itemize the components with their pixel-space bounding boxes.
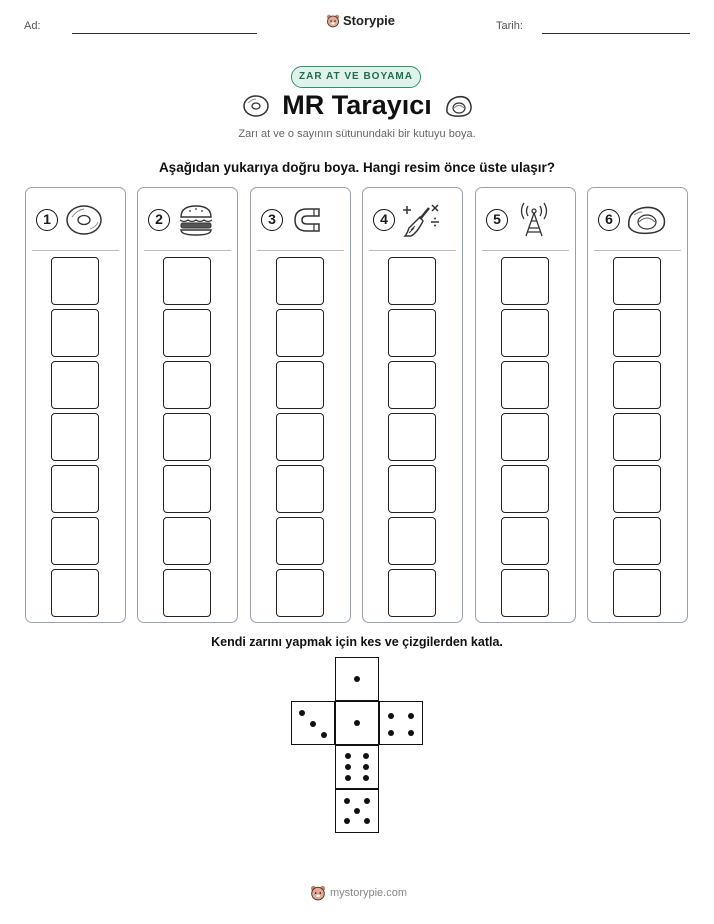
pip — [310, 721, 316, 727]
color-box[interactable] — [501, 413, 549, 461]
logo-text: Storypie — [343, 13, 396, 28]
color-box[interactable] — [163, 413, 211, 461]
column-number: 3 — [261, 209, 283, 231]
color-box[interactable] — [388, 413, 436, 461]
color-box[interactable] — [51, 569, 99, 617]
color-box[interactable] — [51, 413, 99, 461]
color-box[interactable] — [51, 257, 99, 305]
column-number: 2 — [148, 209, 170, 231]
column-header — [148, 202, 231, 238]
pip — [344, 818, 350, 824]
column-number: 1 — [36, 209, 58, 231]
cut-instruction: Kendi zarını yapmak için kes ve çizgilerden katla. — [211, 635, 503, 649]
column-1 — [25, 187, 126, 623]
name-label: Ad: — [24, 20, 41, 32]
color-box[interactable] — [163, 309, 211, 357]
pip — [364, 798, 370, 804]
page-subtitle: Zarı at ve o sayının sütunundaki bir kutuyu boya. — [238, 128, 476, 140]
die-face-1 — [335, 701, 379, 745]
color-box[interactable] — [276, 413, 324, 461]
column-divider — [144, 250, 231, 251]
color-box[interactable] — [388, 309, 436, 357]
color-box[interactable] — [388, 569, 436, 617]
color-box[interactable] — [276, 361, 324, 409]
color-box[interactable] — [501, 465, 549, 513]
column-number: 4 — [373, 209, 395, 231]
date-line[interactable] — [542, 33, 690, 34]
die-face-5 — [335, 789, 379, 833]
activity-badge: ZAR AT VE BOYAMA — [291, 66, 421, 88]
color-box[interactable] — [51, 309, 99, 357]
die-face-6 — [335, 745, 379, 789]
color-box[interactable] — [276, 257, 324, 305]
color-box[interactable] — [388, 257, 436, 305]
color-box[interactable] — [276, 517, 324, 565]
column-5 — [475, 187, 576, 623]
column-header — [373, 202, 456, 238]
pip — [354, 808, 360, 814]
column-4 — [362, 187, 463, 623]
die-face-3 — [291, 701, 335, 745]
column-divider — [369, 250, 456, 251]
color-box[interactable] — [501, 361, 549, 409]
color-box[interactable] — [613, 465, 661, 513]
color-box[interactable] — [388, 517, 436, 565]
color-box[interactable] — [613, 361, 661, 409]
column-divider — [32, 250, 119, 251]
pip — [345, 753, 351, 759]
color-box[interactable] — [163, 257, 211, 305]
color-box[interactable] — [501, 517, 549, 565]
color-box[interactable] — [51, 465, 99, 513]
pip — [321, 732, 327, 738]
page-title: MR Tarayıcı — [282, 90, 432, 120]
color-box[interactable] — [163, 569, 211, 617]
pip — [363, 753, 369, 759]
column-divider — [257, 250, 344, 251]
burger-icon — [176, 203, 216, 237]
color-box[interactable] — [501, 257, 549, 305]
column-header — [598, 202, 681, 238]
column-header — [36, 202, 119, 238]
bear-logo-icon — [310, 885, 326, 901]
column-number: 5 — [486, 209, 508, 231]
pip — [363, 775, 369, 781]
color-box[interactable] — [51, 361, 99, 409]
column-divider — [482, 250, 569, 251]
storypie-logo — [326, 13, 395, 28]
column-header — [486, 202, 569, 238]
color-box[interactable] — [163, 361, 211, 409]
color-box[interactable] — [613, 517, 661, 565]
column-number: 6 — [598, 209, 620, 231]
color-box[interactable] — [501, 309, 549, 357]
color-box[interactable] — [163, 517, 211, 565]
color-box[interactable] — [163, 465, 211, 513]
pip — [344, 798, 350, 804]
column-divider — [594, 250, 681, 251]
date-label: Tarih: — [496, 20, 523, 32]
pip — [345, 764, 351, 770]
color-box[interactable] — [613, 569, 661, 617]
column-3 — [250, 187, 351, 623]
color-box[interactable] — [276, 465, 324, 513]
snowball-icon — [626, 203, 668, 237]
color-box[interactable] — [613, 257, 661, 305]
color-box[interactable] — [276, 569, 324, 617]
pip — [354, 720, 360, 726]
pip — [363, 764, 369, 770]
pip — [299, 710, 305, 716]
pip — [364, 818, 370, 824]
die-face-1 — [335, 657, 379, 701]
bear-logo-icon — [326, 14, 340, 28]
pip — [354, 676, 360, 682]
footer-url[interactable]: mystorypie.com — [330, 887, 408, 899]
name-line[interactable] — [72, 33, 257, 34]
color-box[interactable] — [388, 361, 436, 409]
magnet-icon — [289, 203, 329, 237]
instruction-text: Aşağıdan yukarıya doğru boya. Hangi resim önce üste ulaşır? — [158, 160, 556, 175]
radio-tower-icon — [514, 202, 554, 238]
donut-icon — [64, 203, 104, 237]
die-face-4 — [379, 701, 423, 745]
column-6 — [587, 187, 688, 623]
pip — [388, 730, 394, 736]
color-box[interactable] — [276, 309, 324, 357]
pip — [408, 730, 414, 736]
color-box[interactable] — [613, 309, 661, 357]
footer — [310, 885, 407, 901]
color-box[interactable] — [388, 465, 436, 513]
snowball-icon — [444, 92, 474, 120]
color-box[interactable] — [51, 517, 99, 565]
column-header — [261, 202, 344, 238]
column-2 — [137, 187, 238, 623]
paintbrush-math-icon — [401, 202, 443, 238]
pip — [345, 775, 351, 781]
color-box[interactable] — [613, 413, 661, 461]
pip — [408, 713, 414, 719]
color-box[interactable] — [501, 569, 549, 617]
pip — [388, 713, 394, 719]
